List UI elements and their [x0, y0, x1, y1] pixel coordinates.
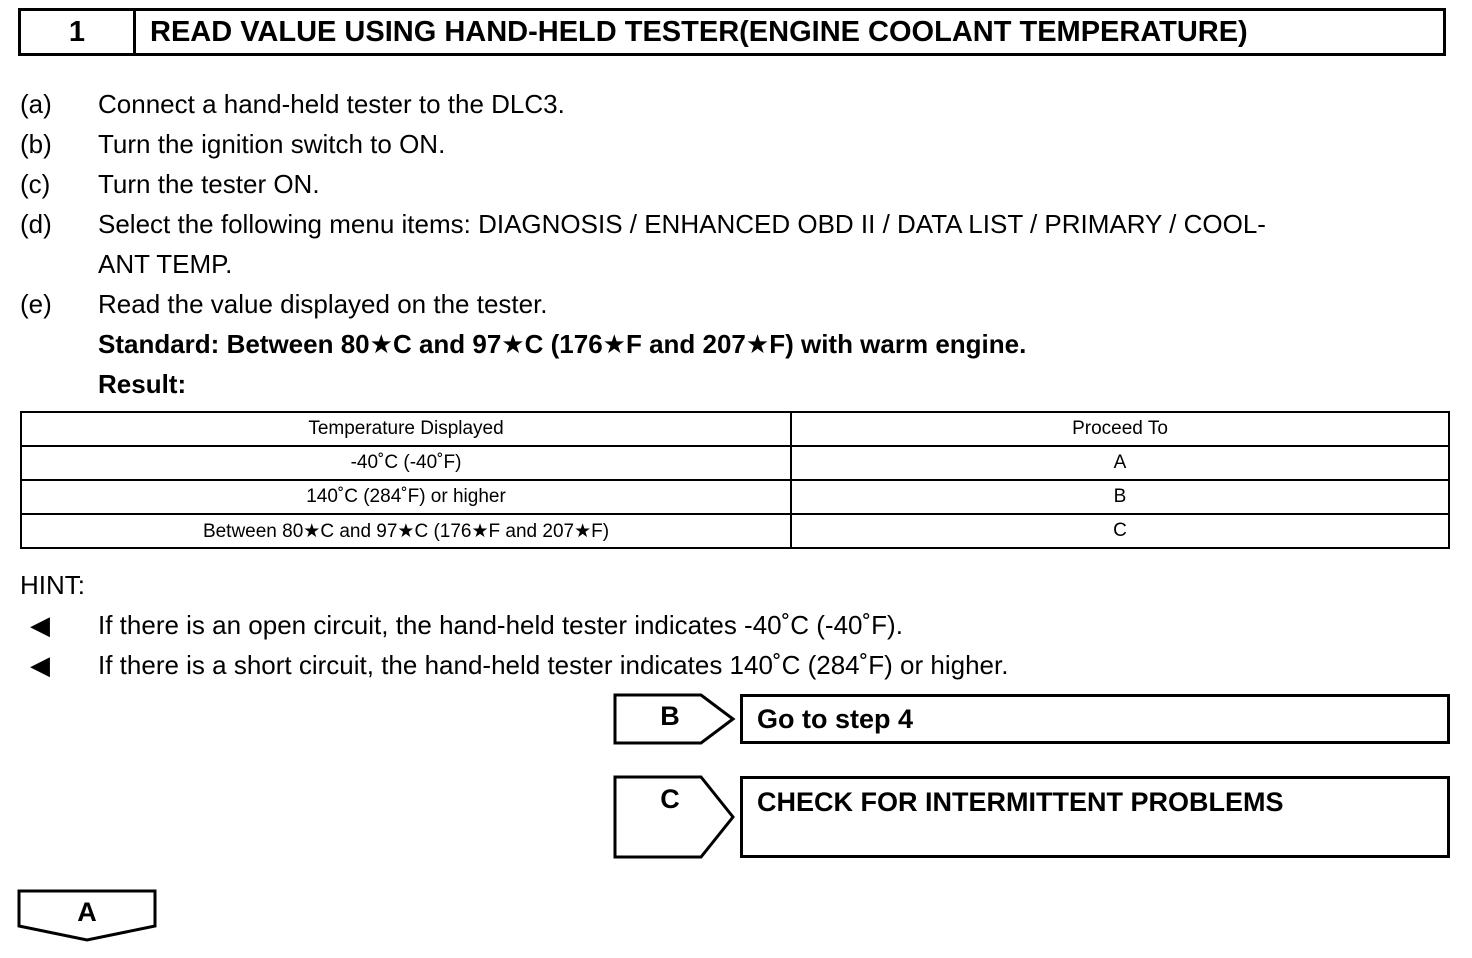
instruction-text-a: Connect a hand-held tester to the DLC3. — [98, 89, 565, 119]
outcome-b-letter: B — [660, 701, 680, 731]
table-row — [21, 480, 1449, 514]
outcome-c-letter: C — [660, 784, 680, 814]
instruction-text-e: Read the value displayed on the tester. — [98, 289, 548, 319]
instruction-label-d: (d) — [20, 209, 52, 239]
table-cell: Between 80★C and 97★C (176★F and 207★F) — [21, 514, 791, 548]
table-cell: B — [791, 480, 1449, 514]
result-label: Result: — [98, 369, 187, 399]
table-cell: A — [791, 446, 1449, 480]
outcome-c-action: CHECK FOR INTERMITTENT PROBLEMS — [740, 776, 1450, 858]
result-table — [20, 411, 1450, 549]
table-row — [21, 446, 1449, 480]
bullet-arrow-icon: ◀ — [30, 650, 50, 680]
instruction-text-c: Turn the tester ON. — [98, 169, 320, 199]
hint-item: If there is an open circuit, the hand-held tester indicates -40˚C (-40˚F). — [98, 610, 903, 640]
table-row — [21, 514, 1449, 548]
instruction-label-a: (a) — [20, 89, 52, 119]
step-header — [18, 8, 1446, 56]
table-header: Proceed To — [791, 412, 1449, 446]
table-header: Temperature Displayed — [21, 412, 791, 446]
table-cell: C — [791, 514, 1449, 548]
instruction-text-d: Select the following menu items: DIAGNOSIS / ENHANCED OBD II / DATA LIST / PRIMARY / COOL- — [98, 209, 1266, 239]
instruction-label-c: (c) — [20, 169, 51, 199]
hint-item: If there is a short circuit, the hand-held tester indicates 140˚C (284˚F) or higher. — [98, 650, 1009, 680]
instruction-text-b: Turn the ignition switch to ON. — [98, 129, 446, 159]
table-header-row — [21, 412, 1449, 446]
instruction-text-d-cont: ANT TEMP. — [98, 249, 233, 279]
bullet-arrow-icon: ◀ — [30, 610, 50, 640]
table-cell: 140˚C (284˚F) or higher — [21, 480, 791, 514]
standard-text: Standard: Between 80★C and 97★C (176★F and 207★F) with warm engine. — [98, 329, 1027, 359]
hint-label: HINT: — [20, 570, 85, 600]
step-title: READ VALUE USING HAND-HELD TESTER(ENGINE COOLANT TEMPERATURE) — [150, 15, 1248, 48]
outcome-b-action: Go to step 4 — [740, 694, 1450, 744]
instruction-label-b: (b) — [20, 129, 52, 159]
table-cell: -40˚C (-40˚F) — [21, 446, 791, 480]
step-number: 1 — [21, 11, 136, 53]
instruction-label-e: (e) — [20, 289, 52, 319]
outcome-a-letter: A — [77, 897, 97, 927]
